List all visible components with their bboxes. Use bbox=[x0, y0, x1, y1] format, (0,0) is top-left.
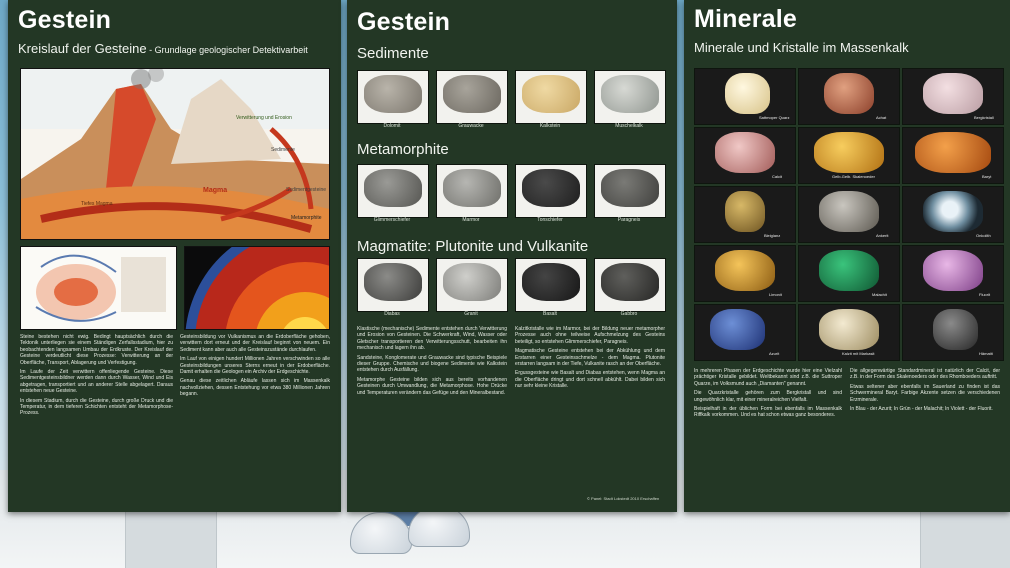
mineral-photo bbox=[694, 186, 796, 243]
caption-rock: Paragneis bbox=[617, 217, 641, 223]
panel-title: Gestein bbox=[18, 6, 112, 34]
mineral-caption: Sattmoper Quarz bbox=[759, 115, 790, 120]
mineral-caption: Azurit bbox=[769, 351, 780, 356]
cycle-schema-graphic bbox=[21, 247, 176, 329]
mineral-caption: Bleiglanz bbox=[764, 233, 781, 238]
rock-photo-glimmerschiefer bbox=[357, 164, 429, 218]
caption-rock: Gabbro bbox=[620, 311, 638, 317]
panel-title: Minerale bbox=[694, 5, 798, 33]
rock-photo-diabas bbox=[357, 258, 429, 312]
mineral-caption: Ankerit bbox=[876, 233, 889, 238]
caption-rock: Muschelkalk bbox=[615, 123, 643, 129]
label-tiefes-magma: Tiefes Magma bbox=[81, 201, 113, 207]
label-metamorphite: Metamorphite bbox=[291, 215, 322, 221]
mineral-caption: Limonit bbox=[769, 292, 782, 297]
rock-photo-muschelkalk bbox=[594, 70, 666, 124]
label-verwitterung: Verwitterung und Erosion bbox=[236, 115, 292, 121]
rock-photo-tonschiefer bbox=[515, 164, 587, 218]
rock-photo-granit bbox=[436, 258, 508, 312]
rock-photo-marmor bbox=[436, 164, 508, 218]
mineral-caption: Gelb-Gelb. Skalenoeder bbox=[832, 174, 875, 179]
text-column-right: Kalzitkristalle wie im Marmor, bei der Bildung neuer metamorpher Prozesse auch ohne teilweise Aufschmelzung des Gesteins beteiligt, so entstehen Glimmerschiefer, Paragneis. Magmatische Gesteine entstehen bei der Abkühlung und dem Erstarren einer Gesteinsschmelze - dem Magma. Plutonite erstarren langsam in der Tiefe, Vulkanite rasch an der Oberfläche. Ergussgesteine wie Basalt und Diabas entstehen, wenn Magma an die Oberfläche dringt und dort schnell abkühlt. Dabei bilden sich nur sehr kleine Kristalle. bbox=[515, 326, 665, 390]
section-metamorphite: Metamorphite bbox=[357, 141, 449, 158]
panel-subtitle bbox=[18, 41, 308, 56]
label-magma: Magma bbox=[203, 187, 228, 194]
rock-photo-kalkstein bbox=[515, 70, 587, 124]
rock-photo-grauwacke bbox=[436, 70, 508, 124]
earth-graphic bbox=[185, 247, 329, 329]
panel-gesteinsarten bbox=[347, 0, 677, 512]
text-column-right: Gesteinsbildung vor Vulkanismus an die Erdoberfläche gehoben, verwittern dort erneut und der Kreislauf beginnt von neuem. Ein Sediment kann aber auch alle Gesteinszustände durchlaufen. Im Lauf von einigen hundert Millionen Jahren verschwinden so alle Gesteinsbildungen unseres Sterns erneut in der Erdoberfläche. Damit erhalten die Geologen ein Archiv der Erdgeschichte. Genau diese zeitlichen Abläufe lassen sich im Massenkalk nachvollziehen, dessen Entstehung vor etwa 380 Millionen Jahren begann. bbox=[180, 334, 330, 398]
text-column-left: In mehreren Phasen der Erdgeschichte wurde hier eine Vielzahl prächtiger Kristalle gebildet. Weltbekannt sind z.B. die Suttroper Quarze, im Volksmund auch „Diamanten" genannt. Die Quarzkristalle gehören zum Bergkristall und sind ungewöhnlich klar, mit einer mineralreichen Vielfalt. Beispielhaft in der üblichen Form bei ebenfalls im Massenkalk Riffkalk vorkommen. Und es hat schon etwas ganz besonderes. bbox=[694, 368, 842, 419]
credit-text: © Panel: Stadt Lokstedt 2010 Erschaffen bbox=[587, 496, 660, 501]
text-column-left: Klastische (mechanische) Sedimente entstehen durch Verwitterung und Erosion von Gesteinen. Die Schwerkraft, Wind, Wasser oder Gletscher transportieren den Verwitterungsschutt, bearbeiten ihn mechanisch und lagern ihn ab. Sandsteine, Konglomerate und Grauwacke sind typische Beispiele dieser Gruppe. Chemische und biogene Sedimente wie Kalkstein entstehen durch Ausfällung. Metamorphe Gesteine bilden sich aus bereits vorhandenen Gesteinen durch Umwandlung, die Metamorphose. Hohe Drücke und Temperaturen verändern das Gefüge und den Mineralbestand. bbox=[357, 326, 507, 396]
caption-rock: Glimmerschiefer bbox=[373, 217, 411, 223]
mineral-caption: Fluorit bbox=[979, 292, 991, 297]
mineral-caption: Bergkristall bbox=[974, 115, 994, 120]
mineral-caption: Malachit bbox=[872, 292, 887, 297]
caption-rock: Grauwacke bbox=[458, 123, 484, 129]
text-column-left: Steine bestehen nicht ewig. Bedingt hauptsächlich durch die Tektonik unterliegen sie einem Ständigen Zerfallsstadium, hier zu beobachtenden langsamen Umbau der Erdkruste. Der Kreislauf der Gesteine verdeutlicht diese Prozesse: Verwitterung an der Oberfläche, Transport, Ablagerung und Verfestigung. Im Laufe der Zeit verwittern offenliegende Gesteine. Diese Sedimentgesteinsbildner werden dann durch Wasser, Wind und Eis abgetragen, transportiert und an anderer Stelle abgelagert. Daraus entstehen neue Gesteine. In diesem Stadium, durch die Gesteine, durch große Druck und die Temperatur, in dem tieferen Schichten entsteht der Metamorphose-Prozess. bbox=[20, 334, 173, 417]
subtitle-main: Kreislauf der Gesteine bbox=[18, 41, 147, 56]
mineral-caption: Onkolith bbox=[976, 233, 991, 238]
panel-subtitle: Minerale und Kristalle im Massenkalk bbox=[694, 40, 909, 55]
caption-rock: Basalt bbox=[543, 311, 557, 317]
caption-rock: Kalkstein bbox=[539, 123, 561, 129]
panel-kreislauf bbox=[8, 0, 341, 512]
caption-rock: Marmor bbox=[462, 217, 480, 223]
rock-cycle-schema bbox=[20, 246, 177, 330]
mineral-caption: Achat bbox=[876, 115, 887, 120]
rock-photo-basalt bbox=[515, 258, 587, 312]
mineral-caption: Kalzit mit Markasit bbox=[842, 351, 875, 356]
subtitle-extra: - Grundlage geologischer Detektivarbeit bbox=[146, 45, 308, 55]
text-column-right: Die allgegenwärtige Standardmineral ist natürlich der Calcit, der z.B. in der Form des Skalenoeders oder des Rhomboeders auftritt. Etwas seltener aber ebenfalls im Sauerland zu finden ist das Schwermineral Baryt. Farbige Akzente setzen die verschiedenen Erzminerale. In Blau - der Azurit; In Grün - der Malachit; In Violett - der Fluorit. bbox=[850, 368, 1000, 413]
rock-photo-gabbro bbox=[594, 258, 666, 312]
section-sedimente: Sedimente bbox=[357, 45, 429, 62]
mineral-caption: Calcit bbox=[772, 174, 783, 179]
caption-rock: Dolomit bbox=[383, 123, 401, 129]
panel-title: Gestein bbox=[357, 8, 451, 36]
caption-rock: Granit bbox=[464, 311, 478, 317]
panel-minerale bbox=[684, 0, 1010, 512]
mineral-caption: Hämatit bbox=[979, 351, 993, 356]
rock-photo-dolomit bbox=[357, 70, 429, 124]
label-sedimente: Sedimente bbox=[271, 147, 295, 153]
caption-rock: Diabas bbox=[384, 311, 400, 317]
label-sedimentgesteine: Sedimentgesteine bbox=[286, 187, 327, 193]
section-magmatite: Magmatite: Plutonite und Vulkanite bbox=[357, 238, 589, 255]
rock-cycle-diagram bbox=[20, 68, 330, 240]
volcano-illustration bbox=[21, 69, 329, 239]
rock-photo-paragneis bbox=[594, 164, 666, 218]
mineral-caption: Baryt bbox=[982, 174, 992, 179]
earth-cutaway-image bbox=[184, 246, 330, 330]
caption-rock: Tonschiefer bbox=[537, 217, 563, 223]
mineral-photo bbox=[694, 304, 796, 361]
